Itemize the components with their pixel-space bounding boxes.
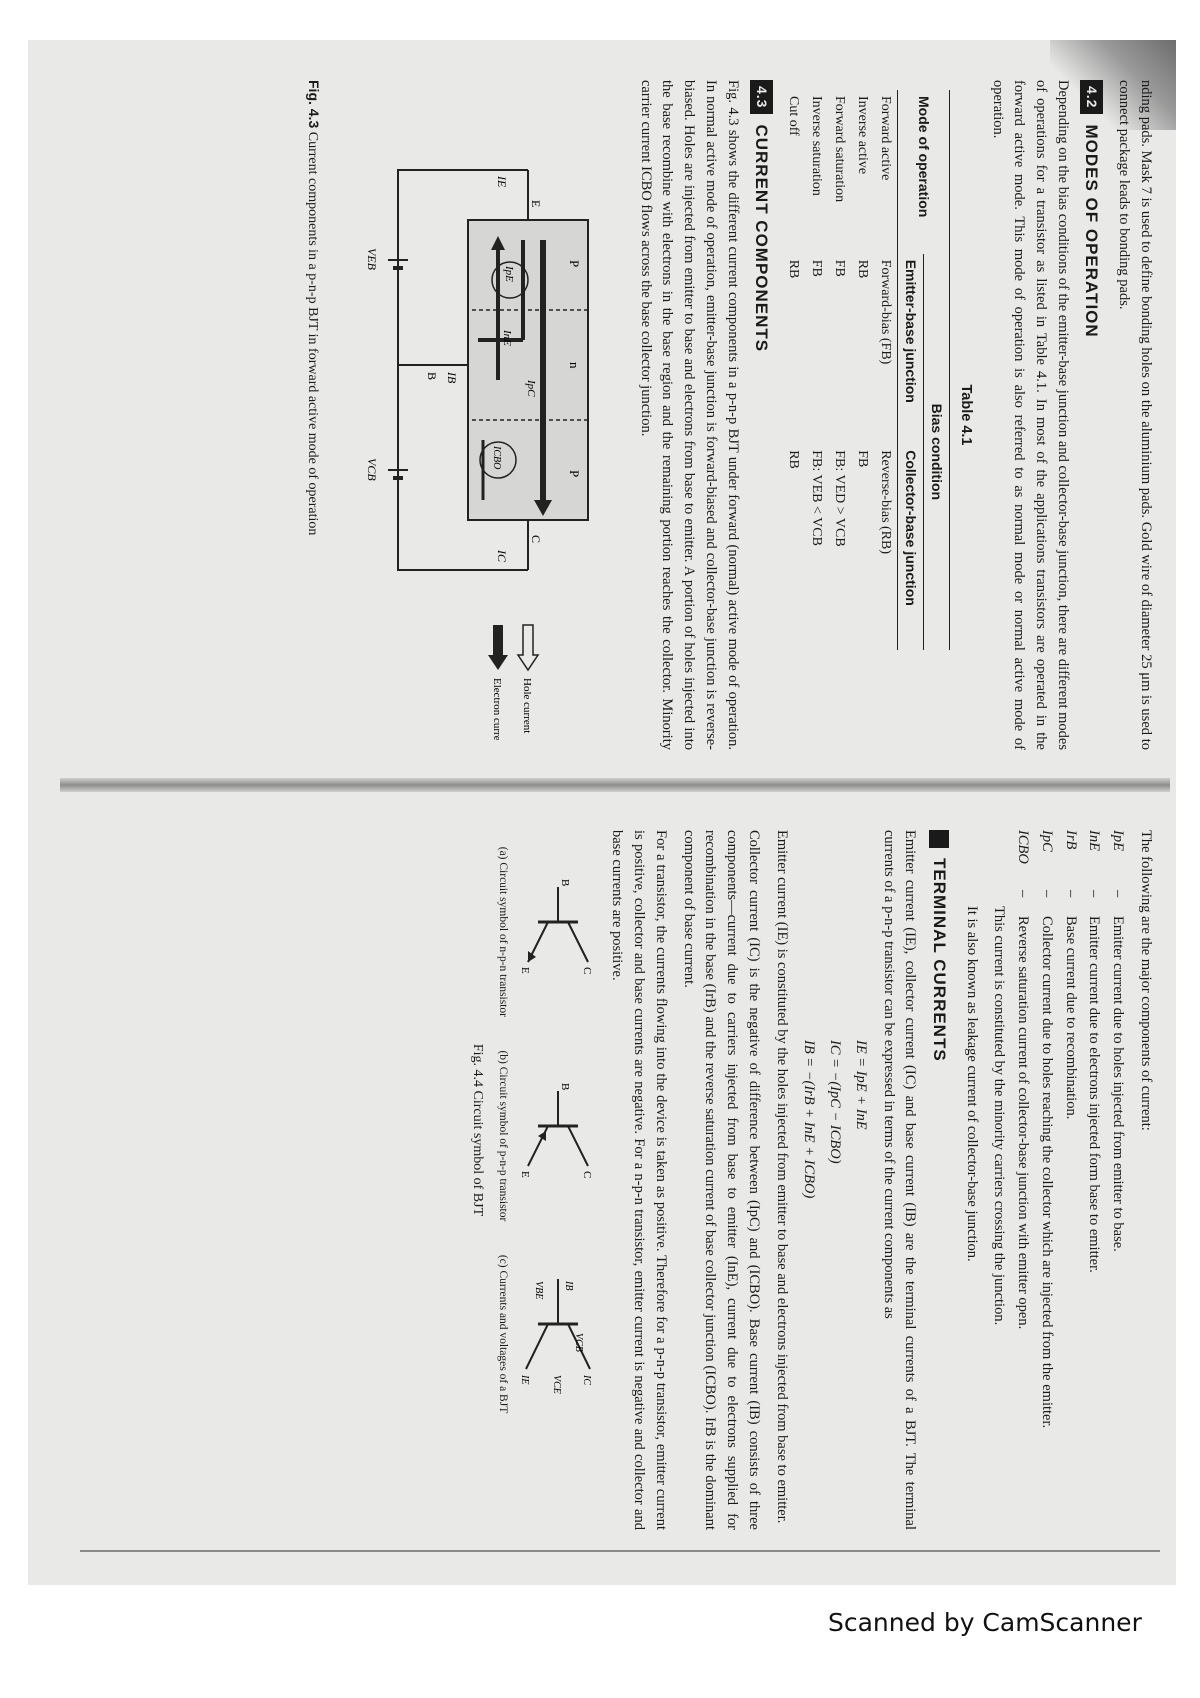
svg-text:VCB: VCB (572, 1333, 584, 1352)
current-description: Collector current due to holes reaching the collector which are injected from the emitter. (1039, 916, 1055, 1429)
current-symbol: IrB (1062, 830, 1079, 850)
svg-text:E: E (518, 1170, 531, 1178)
modes-paragraph: Depending on the bias conditions of the emitter-base junction and collector-base junction, there are different modes of operations for a transistor as listed in Table 4.1. In most of the applications transistors are operated in the forward active mode. This mode of operation is also referred to as normal mode or normal active mode of operation. (989, 80, 1071, 750)
svg-text:B: B (558, 1082, 571, 1091)
table-cell: Forward saturation (832, 96, 848, 203)
list-item: ICBO – Reverse saturation current of collector-base junction with emitter open. (1012, 830, 1034, 1530)
table-cell: RB (786, 259, 802, 279)
section-number: 4.3 (750, 80, 773, 114)
base-label: B (425, 372, 439, 381)
current-symbol: IpC (1039, 830, 1055, 852)
svg-text:IE: IE (518, 1375, 530, 1385)
modes-table (782, 90, 950, 650)
table-row (805, 90, 828, 650)
current-description: Base current due to recombination. (1062, 916, 1079, 1120)
current-description: Emitter current due to electrons injected form base to emitter. (1086, 916, 1103, 1273)
table-cell: FB (809, 259, 825, 277)
svg-text:E: E (518, 966, 531, 974)
table-row (851, 90, 874, 650)
collector-label: C (529, 535, 543, 544)
bias-condition-header: Bias condition (924, 254, 950, 650)
fig-4-4-caption: Fig. 4.4 Circuit symbol of BJT (470, 1043, 486, 1217)
electron-current-legend: Electron current (491, 678, 503, 740)
current-description: Emitter current due to holes injected from emitter to base. (1110, 916, 1127, 1252)
components-intro: The following are the major components of current: (1138, 830, 1154, 1131)
icbo-label: ICBO (491, 446, 502, 470)
table-cell: Cut off (786, 96, 802, 136)
table-cell: FB: VEB < VCB (809, 450, 825, 546)
n-region-label: n (567, 362, 582, 369)
electron-current-legend-icon (488, 625, 508, 670)
bjt-diagram (338, 80, 628, 740)
section-title: CURRENT COMPONENTS (752, 124, 772, 353)
ie-label: IE (495, 176, 509, 188)
table-cell: Forward active (878, 96, 894, 181)
table-cell: Forward-bias (FB) (878, 259, 894, 365)
current-symbol: IpE (1110, 830, 1127, 851)
table-cell: FB (855, 450, 871, 468)
npn-caption: (a) Circuit symbol of n-p-n transistor (497, 846, 510, 1017)
icbo-note-2: It is also known as leakage current of collector-base junction. (963, 906, 980, 1262)
table-row (874, 90, 898, 650)
col-eb-header: Emitter-base junction (903, 259, 920, 403)
ipc-label: IpC (525, 380, 537, 397)
terminal-paragraph-3: Collector current (IC) is the negative of difference between (IpC) and (ICBO). Base current (IB) consists of three components—current due to carriers injected from base to emitter (InE), current due to electrons supplied for recombination in the base (IrB) and the reverse saturation current of base collector junction (ICBO). IrB is the dominant component of base current. (680, 830, 762, 1530)
fig-4-3-caption (302, 80, 324, 750)
svg-text:B: B (558, 878, 571, 887)
section-number: 4.2 (1080, 80, 1103, 114)
table-row (828, 90, 851, 650)
svg-text:VCE: VCE (550, 1375, 562, 1394)
bjt-current-figure (328, 80, 628, 740)
terminal-currents-heading (927, 830, 953, 1530)
table-cell: FB: VED > VCB (832, 450, 848, 547)
list-item: IrB – Base current due to recombination. (1059, 830, 1081, 1530)
col-mode-header: Mode of operation (916, 96, 933, 218)
ipe-label: IpE (503, 266, 515, 282)
modes-heading (1079, 80, 1105, 750)
terminal-paragraph-4: For a transistor, the currents flowing into the device is taken as positive. Therefore for a p-n-p transistor, emitter current is positive, collector and base currents are negative. For a n-p-n transistor, emitter current is negative and collector and base currents are positive. (609, 830, 669, 1530)
equation-ic: IC = −(IpC − ICBO) (827, 1040, 844, 1164)
current-symbol: ICBO (1015, 830, 1032, 864)
pnp-transistor-icon (518, 1081, 598, 1191)
heading-bar (929, 830, 949, 848)
bjt-currents-icon (518, 1259, 598, 1409)
current-symbol: InE (1086, 830, 1103, 851)
pnp-symbol (494, 1050, 598, 1221)
ib-label: IB (445, 372, 459, 384)
table-row (782, 90, 805, 650)
table-cell: RB (786, 450, 802, 469)
circuit-symbols (494, 830, 598, 1430)
p-region-label: P (567, 470, 582, 478)
vcb-label: VCB (365, 458, 379, 481)
current-components-paragraph: Fig. 4.3 shows the different current components in a p-n-p BJT under forward (normal) active mode of operation. In normal active mode of operation, emitter-base junction is forward-biased and collector-base junction is reverse-biased. Holes are injected from emitter to base and electrons from base to emitter. A portion of holes injected into the base recombine with electrons in the base region and the remaining portion reaches the collector. Minority carrier current ICBO flows across the base collector junction. (637, 80, 741, 750)
equation-ib: IB = −(IrB + InE + ICBO) (801, 1040, 818, 1199)
top-fragment: nding pads. Mask 7 is used to define bonding holes on the aluminium pads. Gold wire of diameter 25 μm is used to connect package leads to bonding pads. (1116, 80, 1154, 750)
equation-ie: IE = IpE + InE (853, 1040, 869, 1130)
table-cell: Inverse active (855, 96, 871, 175)
table-cell: Reverse-bias (RB) (878, 450, 894, 555)
emitter-label: E (529, 200, 543, 208)
svg-text:VBE: VBE (532, 1281, 544, 1300)
list-item: InE – Emitter current due to electrons injected form base to emitter. (1083, 830, 1105, 1530)
pnp-caption: (b) Circuit symbol of p-n-p transistor (497, 1050, 510, 1222)
bjt-currents-symbol (494, 1255, 598, 1413)
table-cell: Inverse saturation (809, 96, 825, 196)
section-title: MODES OF OPERATION (1082, 124, 1102, 338)
left-page (302, 80, 1156, 750)
svg-text:IB: IB (562, 1281, 574, 1291)
terminal-paragraph-2: Emitter current (IE) is constituted by the holes injected from emitter to base and electrons injected from base to emitter. (773, 830, 790, 1524)
right-page (467, 830, 1156, 1530)
svg-text:C: C (580, 966, 593, 975)
table-cell: RB (855, 259, 871, 279)
current-components-heading (749, 80, 775, 750)
hole-current-legend-icon (518, 625, 538, 670)
list-item: IpE – Emitter current due to holes injected from emitter to base. (1107, 830, 1129, 1530)
ic-label: IC (495, 550, 509, 562)
currents-caption: (c) Currents and voltages of a BJT (497, 1254, 510, 1414)
terminal-equations (798, 1040, 871, 1530)
table-caption: Table 4.1 (958, 384, 974, 446)
p-region-label: P (567, 260, 582, 268)
icbo-note-1: This current is constituted by the minority carriers crossing the junction. (991, 906, 1008, 1326)
terminal-paragraph-1: Emitter current (IE), collector current (IC) and base current (IB) are the terminal currents of a BJT. The terminal currents of a p-n-p transistor can be expressed in terms of the current components as (880, 830, 919, 1530)
veb-label: VEB (365, 248, 379, 270)
camscanner-watermark: Scanned by CamScanner (828, 1608, 1142, 1637)
fig-text: Current components in a p-n-p BJT in forward active mode of operation (305, 131, 320, 536)
col-cb-header: Collector-base junction (903, 450, 920, 606)
svg-text:C: C (580, 1170, 593, 1179)
current-description: Reverse saturation current of collector-base junction with emitter open. (1015, 916, 1032, 1330)
table-cell: FB (832, 259, 848, 277)
list-item: IpC – Collector current due to holes reaching the collector which are injected from the emitter. (1035, 830, 1057, 1530)
npn-transistor-icon (518, 877, 598, 987)
components-list (1012, 830, 1129, 1530)
fig-label: Fig. 4.3 (306, 80, 322, 129)
rotated-page-content (28, 40, 1176, 1585)
ine-label: InE (501, 330, 513, 346)
svg-text:IC: IC (580, 1375, 592, 1386)
npn-symbol (494, 847, 598, 1017)
hole-current-legend: Hole current (521, 678, 533, 734)
section-title: TERMINAL CURRENTS (930, 858, 949, 1062)
